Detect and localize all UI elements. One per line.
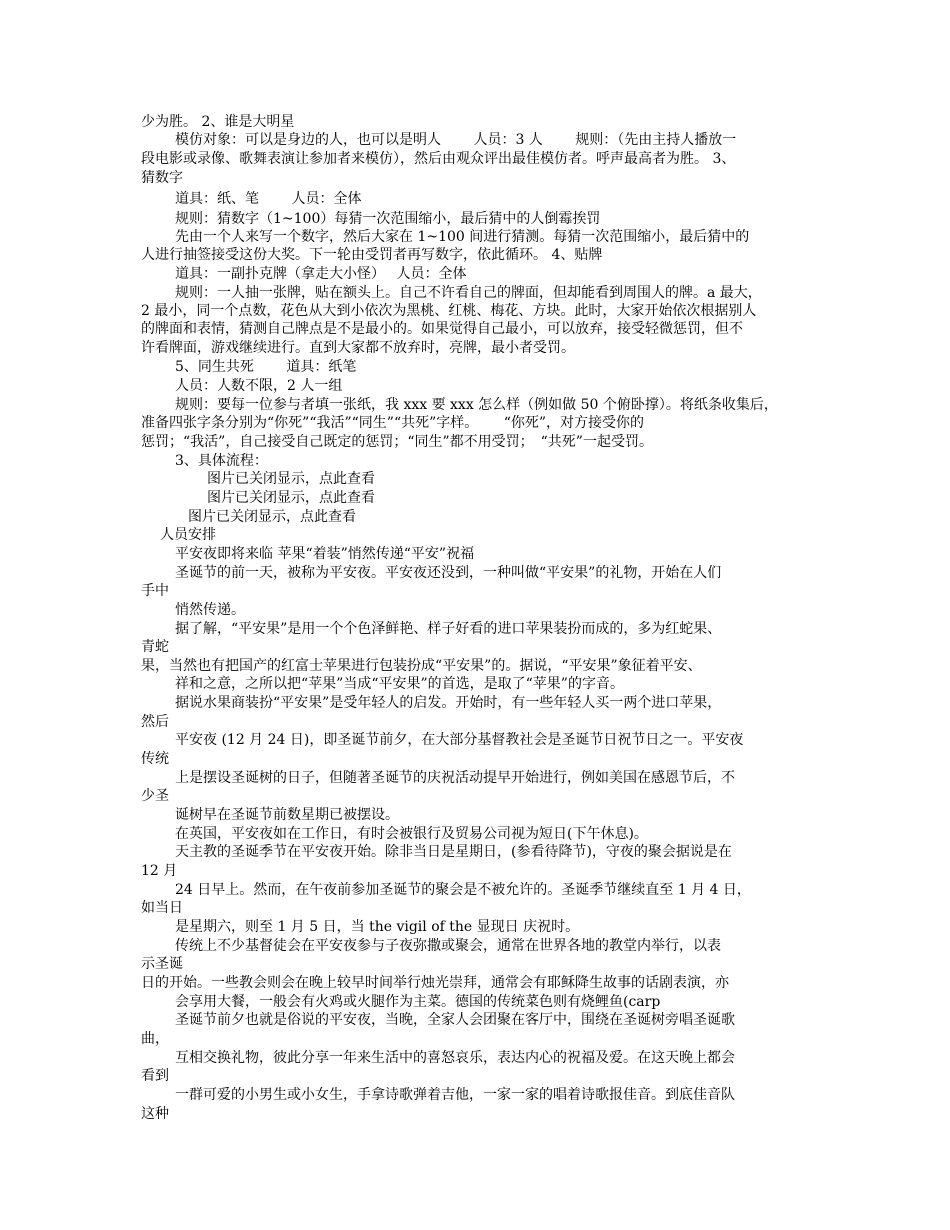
text-line: 规则：要每一位参与者填一张纸，我 xxx 要 xxx 怎么样（例如做 50 个俯卧撑）。将纸条收集后，: [175, 397, 778, 413]
text-line: 然后: [141, 714, 169, 730]
text-line: 互相交换礼物，彼此分享一年来生活中的喜怒哀乐，表达内心的祝福及爱。在这天晚上都会: [175, 1050, 735, 1066]
text-line: 手中: [141, 583, 169, 599]
text-line: 天主教的圣诞季节在平安夜开始。除非当日是星期日，(参看待降节)，守夜的聚会据说是在: [175, 844, 732, 860]
text-line: 模仿对象：可以是身边的人，也可以是明人 人员：3 人 规则：（先由主持人播放一: [175, 132, 737, 148]
text-line: 人员安排: [160, 527, 216, 543]
text-line: 少为胜。 2、谁是大明星: [141, 114, 295, 130]
text-line: 先由一个人来写一个数字，然后大家在 1~100 间进行猜测。每猜一次范围缩小，最后猜中的: [175, 229, 750, 245]
text-line: 如当日: [141, 900, 183, 916]
text-line: 日的开始。一些教会则会在晚上较早时间举行烛光崇拜，通常会有耶稣降生故事的话剧表演，亦: [141, 975, 729, 991]
text-line: 传统上不少基督徒会在平安夜参与子夜弥撒或聚会，通常在世界各地的教堂内举行，以表: [175, 938, 721, 954]
text-line: 道具：纸、笔 人员：全体: [175, 191, 362, 207]
text-line: 青蛇: [141, 639, 169, 655]
text-line: 果，当然也有把国产的红富士苹果进行包装扮成“平安果”的。据说，“平安果”象征着平安、: [141, 658, 702, 674]
text-line: 诞树早在圣诞节前数星期已被摆设。: [175, 807, 399, 823]
text-line: 规则：一人抽一张牌，贴在额头上。自己不许看自己的牌面，但却能看到周围人的牌。a 最大，: [175, 285, 762, 301]
text-line: 曲，: [141, 1031, 169, 1047]
text-line: 图片已关闭显示，点此查看: [207, 490, 375, 506]
text-line: 上是摆设圣诞树的日子，但随著圣诞节的庆祝活动提早开始进行，例如美国在感恩节后，不: [175, 770, 735, 786]
text-line: 图片已关闭显示，点此查看: [188, 509, 356, 525]
text-line: 图片已关闭显示，点此查看: [207, 471, 375, 487]
text-line: 许看牌面，游戏继续进行。直到大家都不放弃时，亮牌，最小者受罚。: [141, 340, 575, 356]
text-line: 悄然传递。: [175, 602, 245, 618]
text-line: 24 日早上。然而，在午夜前参加圣诞节的聚会是不被允许的。圣诞季节继续直至 1 月 4 日，: [175, 882, 751, 898]
text-line: 猜数字: [141, 170, 183, 186]
text-line: 看到: [141, 1068, 169, 1084]
text-line: 据说水果商装扮“平安果”是受年轻人的启发。开始时，有一些年轻人买一两个进口苹果，: [175, 695, 722, 711]
text-line: 12 月: [141, 863, 178, 879]
text-line: 这种: [141, 1106, 169, 1122]
text-line: 平安夜 (12 月 24 日)，即圣诞节前夕，在大部分基督教社会是圣诞节日祝节日之一。平安夜: [175, 732, 744, 748]
text-line: 示圣诞: [141, 956, 183, 972]
text-line: 惩罚；“我活”，自己接受自己既定的惩罚；“同生”都不用受罚； “共死”一起受罚。: [141, 434, 653, 450]
text-line: 传统: [141, 751, 169, 767]
text-line: 2 最小，同一个点数，花色从大到小依次为黑桃、红桃、梅花、方块。此时，大家开始依次根据别人: [141, 303, 757, 319]
text-line: 段电影或录像、歌舞表演让参加者来模仿），然后由观众评出最佳模仿者。呼声最高者为胜。 3、: [141, 151, 736, 167]
text-line: 道具：一副扑克牌（拿走大小怪） 人员：全体: [175, 266, 467, 282]
text-line: 圣诞节的前一天，被称为平安夜。平安夜还没到，一种叫做“平安果”的礼物，开始在人们: [175, 565, 722, 581]
text-line: 人员：人数不限，2 人一组: [175, 378, 343, 394]
text-line: 是星期六，则至 1 月 5 日，当 the vigil of the 显现日 庆祝时。: [175, 919, 580, 935]
text-line: 圣诞节前夕也就是俗说的平安夜，当晚，全家人会团聚在客厅中，围绕在圣诞树旁唱圣诞歌: [175, 1012, 735, 1028]
text-line: 一群可爱的小男生或小女生，手拿诗歌弹着吉他，一家一家的唱着诗歌报佳音。到底佳音队: [175, 1087, 735, 1103]
text-line: 祥和之意，之所以把“苹果”当成“平安果”的首选，是取了“苹果”的字音。: [175, 676, 624, 692]
text-line: 据了解，“平安果”是用一个个色泽鲜艳、样子好看的进口苹果装扮而成的，多为红蛇果、: [175, 621, 722, 637]
text-line: 3、具体流程：: [175, 453, 268, 469]
text-line: 5、同生共死 道具：纸笔: [175, 359, 357, 375]
text-line: 会享用大餐，一般会有火鸡或火腿作为主菜。德国的传统菜色则有烧鲤鱼(carp: [175, 994, 661, 1010]
text-line: 准备四张字条分别为“你死”“我活”“同生”“共死”字样。 “你死”，对方接受你的: [141, 415, 645, 431]
text-line: 在英国，平安夜如在工作日，有时会被银行及贸易公司视为短日(下午休息)。: [175, 826, 648, 842]
text-line: 规则：猜数字（1~100）每猜一次范围缩小，最后猜中的人倒霉挨罚: [175, 211, 601, 227]
text-line: 人进行抽签接受这份大奖。下一轮由受罚者再写数字，依此循环。 4、贴牌: [141, 247, 603, 263]
text-line: 少圣: [141, 788, 169, 804]
text-line: 平安夜即将来临 苹果“着装”悄然传递“平安”祝福: [175, 546, 475, 562]
text-line: 的牌面和表情，猜测自己牌点是不是最小的。如果觉得自己最小，可以放弃，接受轻微惩罚，但不: [141, 321, 743, 337]
